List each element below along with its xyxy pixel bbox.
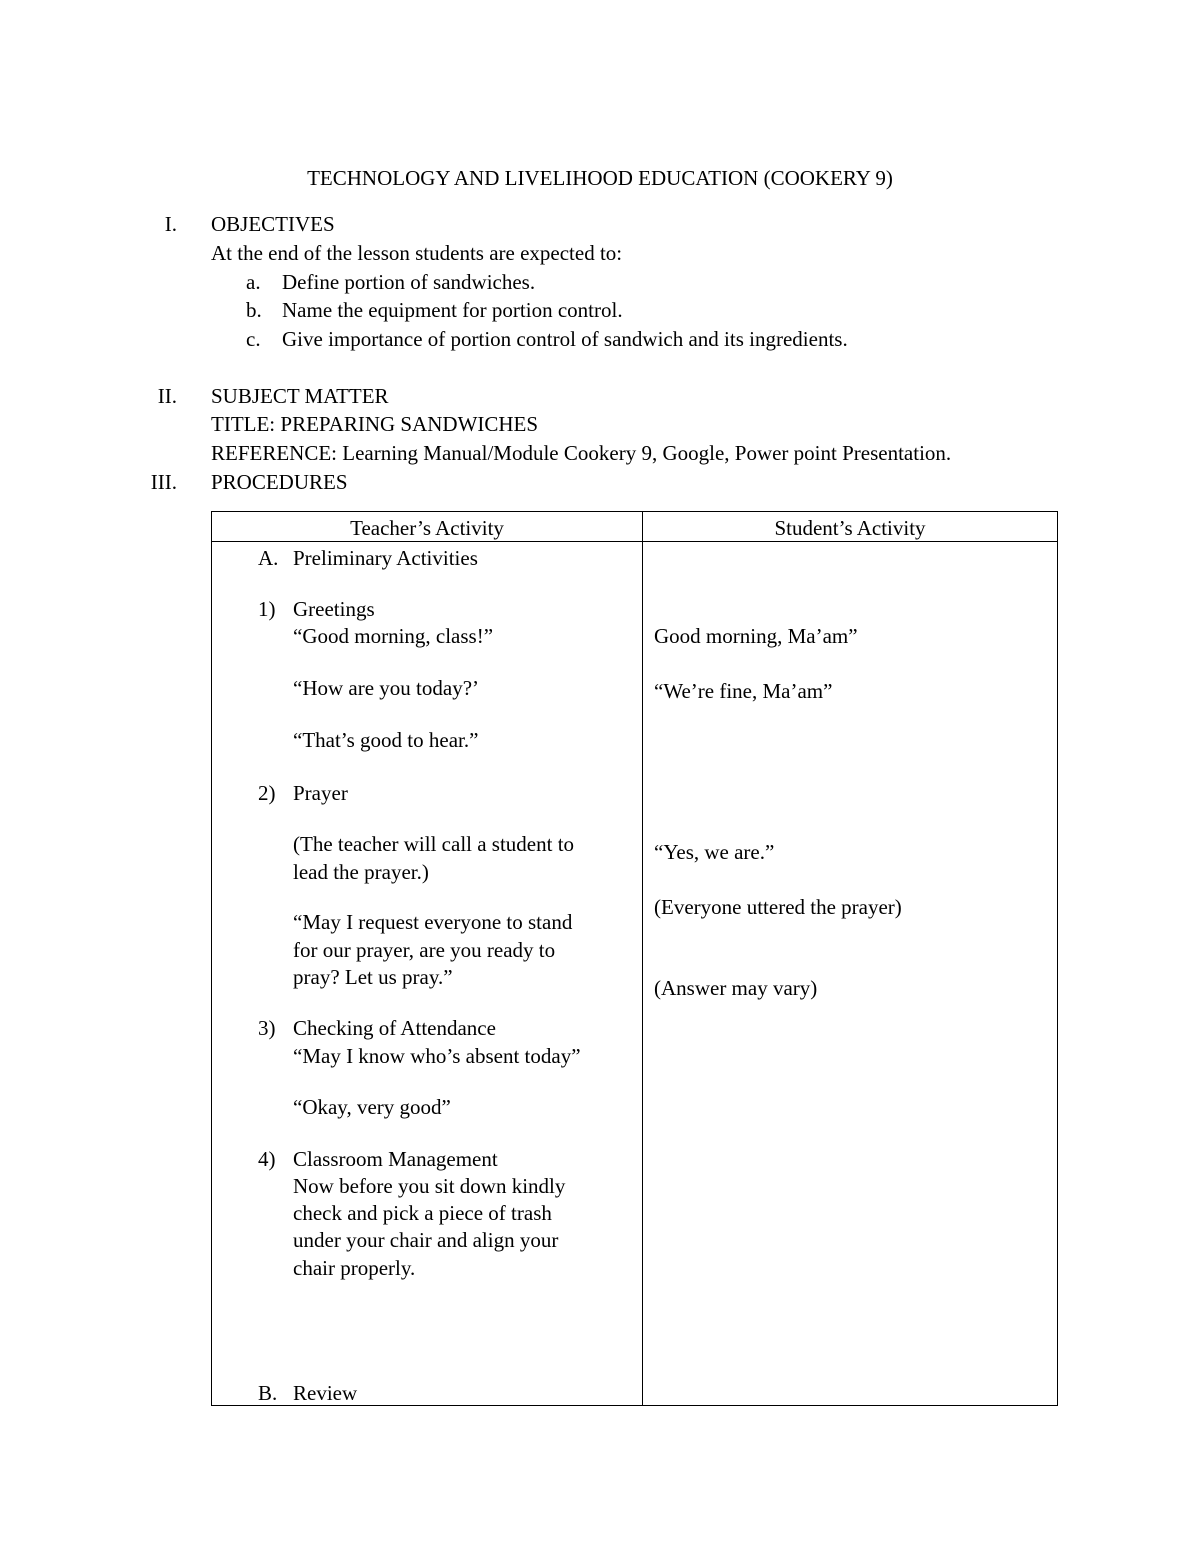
prayer-label: Prayer xyxy=(293,781,348,805)
table-header-divider xyxy=(212,541,1057,542)
prayer-marker: 2) xyxy=(258,781,276,805)
management-label: Classroom Management xyxy=(293,1147,498,1171)
attendance-marker: 3) xyxy=(258,1016,276,1040)
teacher-line: “Okay, very good” xyxy=(293,1095,451,1119)
greetings-label: Greetings xyxy=(293,597,375,621)
section-a-label: Preliminary Activities xyxy=(293,546,478,570)
teacher-line: “How are you today?’ xyxy=(293,676,480,700)
student-response: “Yes, we are.” xyxy=(654,840,775,864)
student-response: “We’re fine, Ma’am” xyxy=(654,679,833,703)
student-response: Good morning, Ma’am” xyxy=(654,624,858,648)
objectives-intro: At the end of the lesson students are expected to: xyxy=(211,241,623,265)
table-header-teacher: Teacher’s Activity xyxy=(350,516,504,540)
teacher-line: “May I know who’s absent today” xyxy=(293,1044,581,1068)
teacher-line: “Good morning, class!” xyxy=(293,624,494,648)
subject-reference: REFERENCE: Learning Manual/Module Cookery 9, Google, Power point Presentation. xyxy=(211,441,952,465)
section-b-marker: B. xyxy=(258,1381,278,1405)
objective-item: Name the equipment for portion control. xyxy=(282,298,623,322)
table-column-divider xyxy=(642,512,643,1405)
teacher-line: “That’s good to hear.” xyxy=(293,728,479,752)
objective-item: Define portion of sandwiches. xyxy=(282,270,536,294)
teacher-line: for our prayer, are you ready to xyxy=(293,938,556,962)
teacher-line: lead the prayer.) xyxy=(293,860,429,884)
activity-table xyxy=(211,511,1058,1406)
section-heading-objectives: OBJECTIVES xyxy=(211,212,335,236)
section-heading-procedures: PROCEDURES xyxy=(211,470,348,494)
objective-item: Give importance of portion control of sandwich and its ingredients. xyxy=(282,327,848,351)
greetings-marker: 1) xyxy=(258,597,276,621)
student-response: (Answer may vary) xyxy=(654,976,818,1000)
teacher-line: “May I request everyone to stand xyxy=(293,910,573,934)
objective-marker: a. xyxy=(246,270,261,294)
document-title: TECHNOLOGY AND LIVELIHOOD EDUCATION (COOKERY 9) xyxy=(307,166,893,190)
teacher-line: check and pick a piece of trash xyxy=(293,1201,552,1225)
management-marker: 4) xyxy=(258,1147,276,1171)
section-numeral-subject-matter: II. xyxy=(157,384,177,408)
teacher-line: pray? Let us pray.” xyxy=(293,965,453,989)
student-response: (Everyone uttered the prayer) xyxy=(654,895,902,919)
section-numeral-objectives: I. xyxy=(164,212,177,236)
section-heading-subject-matter: SUBJECT MATTER xyxy=(211,384,389,408)
section-b-label: Review xyxy=(293,1381,358,1405)
teacher-line: under your chair and align your xyxy=(293,1228,559,1252)
teacher-line: Now before you sit down kindly xyxy=(293,1174,566,1198)
teacher-line: (The teacher will call a student to xyxy=(293,832,575,856)
section-numeral-procedures: III. xyxy=(150,470,177,494)
subject-title: TITLE: PREPARING SANDWICHES xyxy=(211,412,539,436)
objective-marker: b. xyxy=(246,298,262,322)
attendance-label: Checking of Attendance xyxy=(293,1016,496,1040)
objective-marker: c. xyxy=(246,327,261,351)
section-a-marker: A. xyxy=(258,546,279,570)
teacher-line: chair properly. xyxy=(293,1256,416,1280)
table-header-student: Student’s Activity xyxy=(774,516,926,540)
